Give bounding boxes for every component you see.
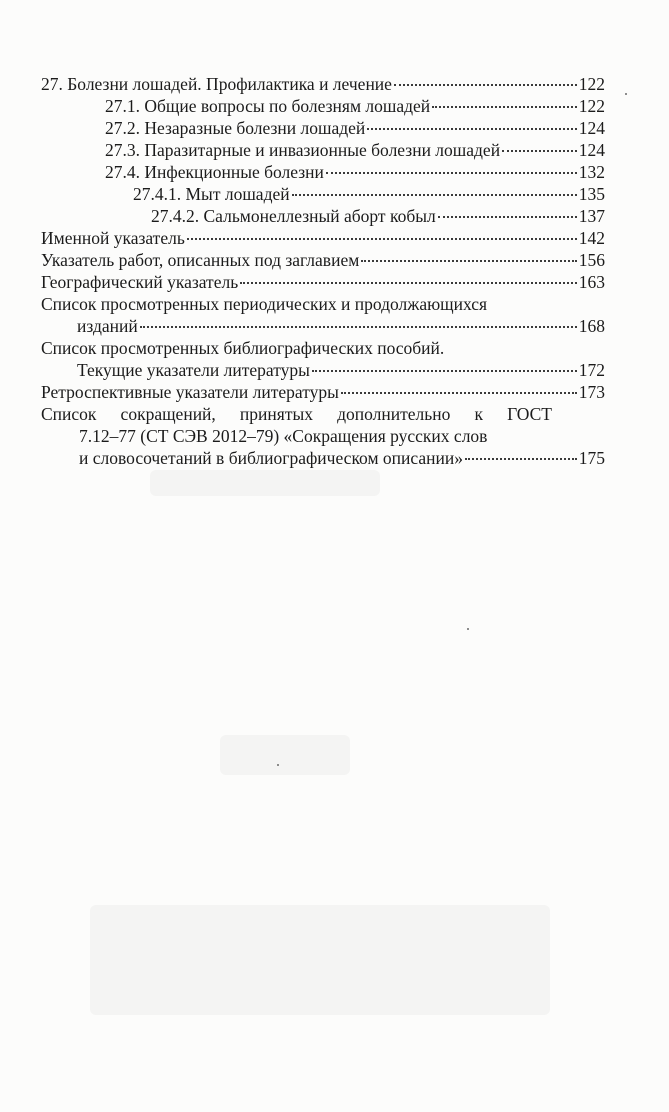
- word: принятых: [239, 404, 313, 424]
- toc-entry[interactable]: [41, 139, 605, 161]
- toc-entry[interactable]: [41, 359, 605, 381]
- word: сокращений,: [120, 404, 216, 424]
- word: ГОСТ: [507, 404, 552, 424]
- toc-entry[interactable]: [41, 315, 605, 337]
- word: к: [474, 404, 483, 424]
- toc-entry-title: изданий: [77, 316, 138, 336]
- dot-leader: [140, 326, 577, 328]
- dot-leader: [240, 282, 577, 284]
- speck: [467, 628, 469, 630]
- speck: [625, 93, 627, 95]
- toc-entry-title: 27. Болезни лошадей. Профилактика и лечение: [41, 74, 392, 94]
- toc-entry-title: Указатель работ, описанных под заглавием: [41, 250, 360, 270]
- toc-entry-page: 135: [578, 184, 605, 204]
- toc-entry[interactable]: [41, 227, 605, 249]
- dot-leader: [432, 106, 577, 108]
- toc-entry-page: 124: [578, 140, 605, 160]
- toc-entry[interactable]: [41, 205, 605, 227]
- toc-entry[interactable]: [41, 183, 605, 205]
- toc-entry-title: 27.4.2. Сальмонеллезный аборт кобыл: [151, 206, 436, 226]
- toc-entry-title: 27.2. Незаразные болезни лошадей: [105, 118, 366, 138]
- toc-entry-page: 175: [578, 448, 605, 468]
- toc-entry-title: 27.1. Общие вопросы по болезням лошадей: [105, 96, 431, 116]
- toc-entry[interactable]: [41, 271, 605, 293]
- toc-entry-title: Ретроспективные указатели литературы: [41, 382, 339, 402]
- toc-entry-page: 163: [578, 272, 605, 292]
- toc-entry[interactable]: [41, 95, 605, 117]
- dot-leader: [187, 238, 577, 240]
- toc-entry-second-line[interactable]: 7.12–77 (СТ СЭВ 2012–79) «Сокращения русских слов: [79, 426, 488, 446]
- toc-entry-page: 142: [578, 228, 605, 248]
- dot-leader: [341, 392, 577, 394]
- toc-entry[interactable]: [41, 161, 605, 183]
- word: Список: [41, 404, 97, 424]
- dot-leader: [326, 172, 577, 174]
- toc-entry-page: 137: [578, 206, 605, 226]
- toc-entry-first-line[interactable]: Список просмотренных библиографических пособий.: [41, 338, 445, 358]
- toc-entry-page: 173: [578, 382, 605, 402]
- faint-smudge: [90, 905, 550, 1015]
- toc-entry-first-line[interactable]: Список просмотренных периодических и продолжающихся: [41, 294, 488, 314]
- dot-leader: [292, 194, 577, 196]
- dot-leader: [312, 370, 577, 372]
- toc-entry-page: 156: [578, 250, 605, 270]
- faint-smudge: [150, 470, 380, 496]
- toc-entry-page: 122: [578, 96, 605, 116]
- toc-entry-page: 168: [578, 316, 605, 336]
- word: дополнительно: [337, 404, 451, 424]
- toc-entry-title: Географический указатель: [41, 272, 239, 292]
- toc-entry-title: и словосочетаний в библиографическом описании»: [79, 448, 464, 468]
- faint-smudge: [220, 735, 350, 775]
- dot-leader: [361, 260, 576, 262]
- toc-entry-first-line[interactable]: [41, 403, 552, 425]
- dot-leader: [367, 128, 576, 130]
- toc-entry[interactable]: [41, 117, 605, 139]
- dot-leader: [465, 458, 577, 460]
- toc-entry-page: 132: [578, 162, 605, 182]
- table-of-contents: [41, 73, 605, 469]
- toc-entry-title: 27.4. Инфекционные болезни: [105, 162, 324, 182]
- dot-leader: [394, 84, 577, 86]
- dot-leader: [502, 150, 577, 152]
- toc-entry[interactable]: [41, 381, 605, 403]
- toc-entry[interactable]: [41, 447, 605, 469]
- toc-entry-title: 27.3. Паразитарные и инвазионные болезни лошадей: [105, 140, 501, 160]
- toc-entry-title: 27.4.1. Мыт лошадей: [133, 184, 290, 204]
- toc-entry-title: Текущие указатели литературы: [77, 360, 310, 380]
- speck: [277, 764, 279, 766]
- toc-entry-page: 172: [578, 360, 605, 380]
- toc-entry-page: 122: [578, 74, 605, 94]
- dot-leader: [438, 216, 577, 218]
- toc-entry-title: Именной указатель: [41, 228, 185, 248]
- toc-entry-page: 124: [578, 118, 605, 138]
- toc-entry[interactable]: [41, 73, 605, 95]
- toc-entry[interactable]: [41, 249, 605, 271]
